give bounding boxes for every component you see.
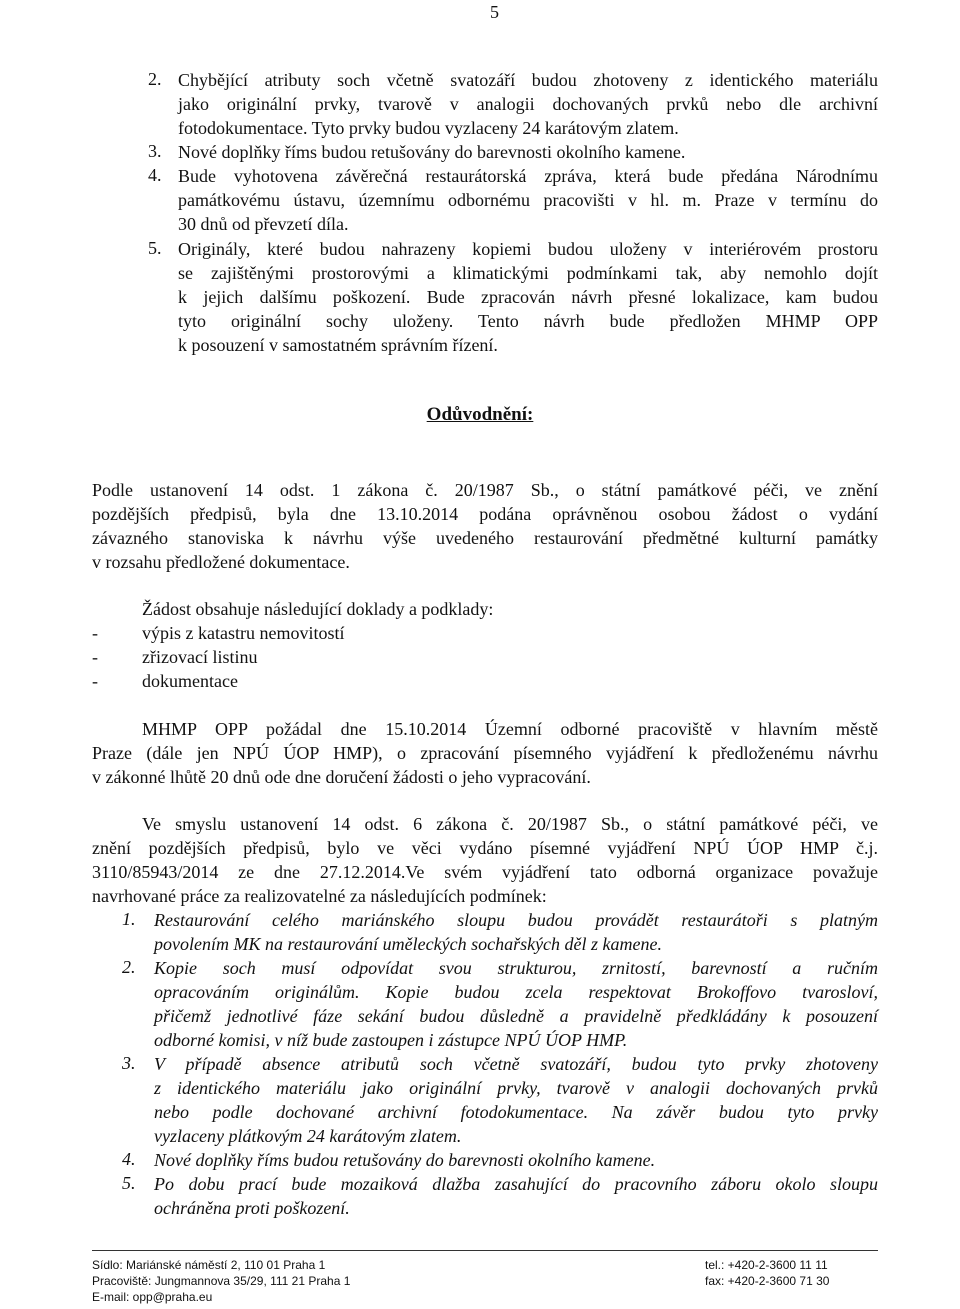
paragraph-line: Podle ustanovení 14 odst. 1 zákona č. 20/1987 Sb., o státní památkové péči, ve znění (92, 480, 878, 500)
condition-text: Restaurování celého mariánského sloupu budou provádět restaurátoři s platným (154, 910, 878, 930)
condition-number: 4. (122, 1149, 136, 1169)
dash: - (92, 671, 98, 691)
list-text: památkovému ústavu, územnímu odbornému pracovišti v hl. m. Praze v termínu do (178, 190, 878, 210)
footer-divider (92, 1250, 878, 1251)
paragraph-line: pozdějších předpisů, byla dne 13.10.2014 podána oprávněnou osobou žádost o vydání (92, 504, 878, 524)
list-text: tyto originální sochy uloženy. Tento návrh bude předložen MHMP OPP (178, 311, 878, 331)
paragraph-line: v rozsahu předložené dokumentace. (92, 552, 350, 572)
document-item: výpis z katastru nemovitostí (142, 623, 345, 643)
condition-text: Kopie soch musí odpovídat svou strukturou, zrnitostí, barevností a ručním (154, 958, 878, 978)
condition-text: z identického materiálu jako originální prvky, tvarově v analogii dochovaných prvků (154, 1078, 878, 1098)
condition-number: 1. (122, 909, 136, 929)
footer-fax: fax: +420-2-3600 71 30 (705, 1274, 830, 1288)
list-text: k jejich dalšímu poškození. Bude zpracován návrh přesné lokalizace, kam budou (178, 287, 878, 307)
list-number: 5. (148, 238, 162, 258)
list-number: 3. (148, 141, 162, 161)
condition-text: povolením MK na restaurování uměleckých sochařských děl z kamene. (154, 934, 663, 954)
footer-office: Pracoviště: Jungmannova 35/29, 111 21 Praha 1 (92, 1274, 351, 1288)
paragraph-line: 3110/85943/2014 ze dne 27.12.2014.Ve svém vyjádření tato odborná organizace považuje (92, 862, 878, 882)
section-heading: Odůvodnění: (426, 404, 534, 425)
footer-seat: Sídlo: Mariánské náměstí 2, 110 01 Praha 1 (92, 1258, 326, 1272)
condition-text: V případě absence atributů soch včetně svatozáří, budou tyto prvky zhotoveny (154, 1054, 878, 1074)
list-text: fotodokumentace. Tyto prvky budou vyzlaceny 24 karátovým zlatem. (178, 118, 679, 138)
list-text: 30 dnů od převzetí díla. (178, 214, 349, 234)
paragraph-line: v zákonné lhůtě 20 dnů ode dne doručení žádosti o jeho vypracování. (92, 767, 591, 787)
list-text: Originály, které budou nahrazeny kopiemi budou uloženy v interiérovém prostoru (178, 239, 878, 259)
paragraph-line: znění pozdějších předpisů, bylo ve věci vydáno písemné vyjádření NPÚ ÚOP HMP č.j. (92, 838, 878, 858)
condition-text: opracováním originálům. Kopie budou zcela respektovat Brokoffovo tvarosloví, (154, 982, 878, 1002)
dash: - (92, 647, 98, 667)
condition-text: vyzlaceny plátkovým 24 karátovým zlatem. (154, 1126, 462, 1146)
list-text: Chybějící atributy soch včetně svatozáří budou zhotoveny z identického materiálu (178, 70, 878, 90)
request-intro: Žádost obsahuje následující doklady a podklady: (142, 599, 494, 619)
list-text: Nové doplňky říms budou retušovány do barevnosti okolního kamene. (178, 142, 686, 162)
condition-text: Po dobu prací bude mozaiková dlažba zasahující do pracovního záboru okolo sloupu (154, 1174, 878, 1194)
list-text: jako originální prvky, tvarově v analogii dochovaných prvků nebo dle archivní (178, 94, 878, 114)
condition-text: Nové doplňky říms budou retušovány do barevnosti okolního kamene. (154, 1150, 656, 1170)
condition-text: odborné komisi, v níž bude zastoupen i zástupce NPÚ ÚOP HMP. (154, 1030, 628, 1050)
list-number: 4. (148, 165, 162, 185)
condition-number: 3. (122, 1053, 136, 1073)
condition-text: nebo podle dochované archivní fotodokumentace. Na závěr budou tyto prvky (154, 1102, 878, 1122)
footer-phone: tel.: +420-2-3600 11 11 (705, 1258, 828, 1272)
list-text: se zajištěnými prostorovými a klimatickými podmínkami tak, aby nemohlo dojít (178, 263, 878, 283)
paragraph-line: Praze (dále jen NPÚ ÚOP HMP), o zpracování písemného vyjádření k předloženému návrhu (92, 743, 878, 763)
condition-text: ochráněna proti poškození. (154, 1198, 350, 1218)
list-number: 2. (148, 69, 162, 89)
paragraph-line: závazného stanoviska k návrhu výše uvedeného restaurování předmětné kulturní památky (92, 528, 878, 548)
paragraph-line: Ve smyslu ustanovení 14 odst. 6 zákona č. 20/1987 Sb., o státní památkové péči, ve (142, 814, 878, 834)
dash: - (92, 623, 98, 643)
list-text: Bude vyhotovena závěrečná restaurátorská zpráva, která bude předána Národnímu (178, 166, 878, 186)
list-text: k posouzení v samostatném správním řízení. (178, 335, 498, 355)
paragraph-line: MHMP OPP požádal dne 15.10.2014 Územní odborné pracoviště v hlavním městě (142, 719, 878, 739)
paragraph-line: navrhované práce za realizovatelné za následujících podmínek: (92, 886, 547, 906)
condition-number: 2. (122, 957, 136, 977)
document-item: zřizovací listinu (142, 647, 258, 667)
page-number: 5 (490, 2, 499, 22)
condition-number: 5. (122, 1173, 136, 1193)
condition-text: přičemž jednotlivé fáze sekání budou důsledně a pravidelně předkládány k posouzení (154, 1006, 878, 1026)
document-item: dokumentace (142, 671, 238, 691)
footer-email[interactable]: E-mail: opp@praha.eu (92, 1290, 213, 1304)
